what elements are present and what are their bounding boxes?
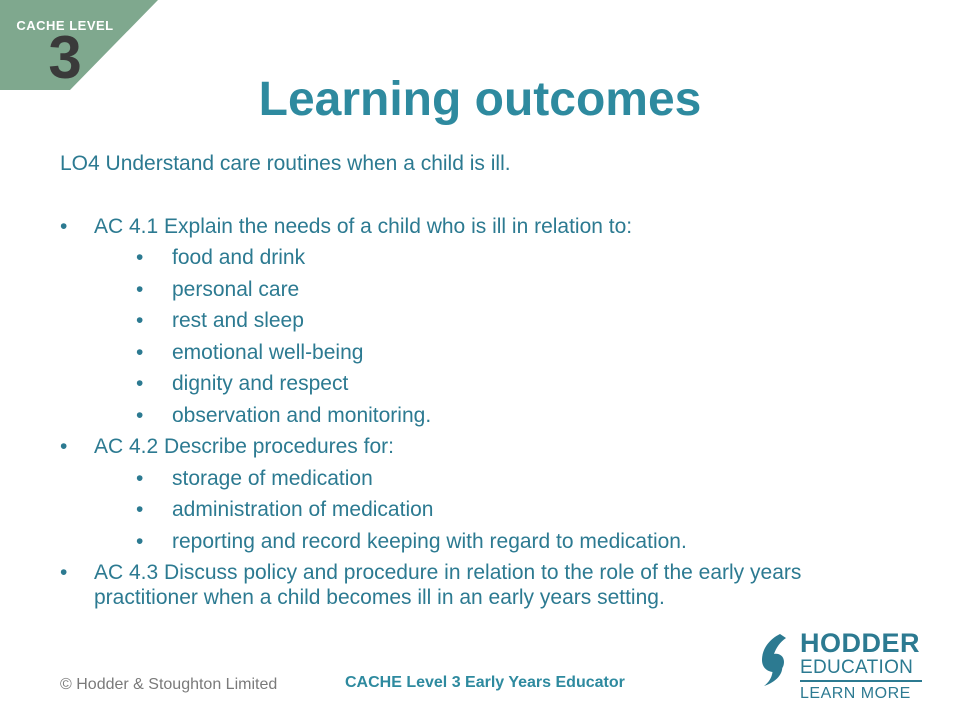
sub-item: • storage of medication xyxy=(60,463,880,495)
course-name: CACHE Level 3 Early Years Educator xyxy=(345,674,625,691)
criteria-list xyxy=(60,211,880,611)
sub-item: • reporting and record keeping with regard to medication. xyxy=(60,526,880,558)
criterion-ac-4-3: • AC 4.3 Discuss policy and procedure in relation to the role of the early years practitioner when a child becomes ill in an early years setting. xyxy=(60,560,880,610)
sub-item: • personal care xyxy=(60,274,880,306)
logo-divider xyxy=(800,680,922,682)
hodder-swirl-icon xyxy=(758,632,794,688)
sub-item: • administration of medication xyxy=(60,494,880,526)
badge-number: 3 xyxy=(48,24,82,91)
copyright-notice: © Hodder & Stoughton Limited xyxy=(60,676,278,693)
slide-content xyxy=(60,148,880,610)
logo-name: HODDER xyxy=(800,628,921,658)
criterion-ac-4-1: • AC 4.1 Explain the needs of a child who is ill in relation to: xyxy=(60,211,880,243)
logo-tagline: LEARN MORE xyxy=(800,685,911,702)
logo-subtitle: EDUCATION xyxy=(800,657,914,678)
hodder-education-logo xyxy=(758,628,928,708)
sub-item: • dignity and respect xyxy=(60,368,880,400)
criterion-ac-4-2: • AC 4.2 Describe procedures for: xyxy=(60,431,880,463)
sub-item: • emotional well-being xyxy=(60,337,880,369)
sub-item: • observation and monitoring. xyxy=(60,400,880,432)
sub-item: • rest and sleep xyxy=(60,305,880,337)
learning-outcome: LO4 Understand care routines when a child is ill. xyxy=(60,152,511,175)
sub-item: • food and drink xyxy=(60,242,880,274)
badge-label: CACHE LEVEL xyxy=(16,18,114,33)
slide-title: Learning outcomes xyxy=(258,73,702,126)
